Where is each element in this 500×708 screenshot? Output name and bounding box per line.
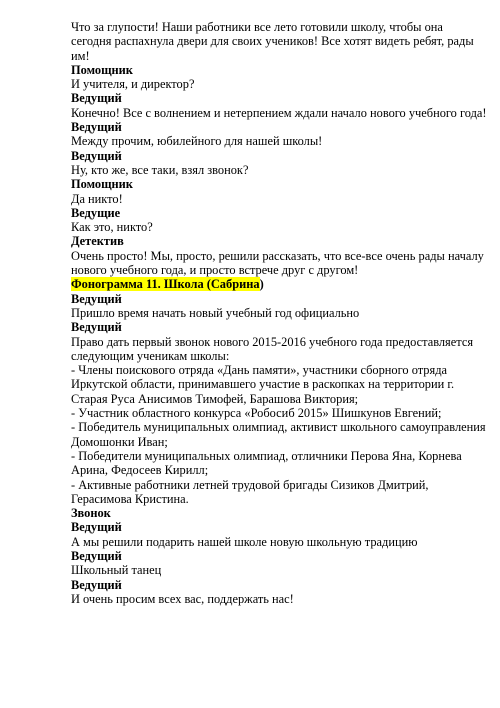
- text-line: Да никто!: [71, 191, 123, 206]
- speaker-label: Ведущие: [71, 205, 121, 220]
- dialogue-text: [71, 77, 476, 91]
- script-text: [71, 20, 487, 606]
- text-line: следующим ученикам школы:: [71, 348, 230, 363]
- speaker-label: Ведущий: [71, 148, 122, 163]
- speaker-label: Ведущий: [71, 520, 122, 535]
- text-line: А мы решили подарить нашей школе новую школьную традицию: [71, 534, 418, 549]
- dialogue-text: [71, 306, 476, 320]
- phonogram-cue-suffix: ): [259, 277, 264, 292]
- dialogue-text: [71, 20, 476, 63]
- text-line: Старая Руса Анисимов Тимофей, Барашова Виктория;: [71, 391, 359, 406]
- speaker-label: Ведущий: [71, 320, 122, 335]
- text-line: И очень просим всех вас, поддержать нас!: [71, 591, 294, 606]
- text-line: - Члены поискового отряда «Дань памяти», участники сборного отряда: [71, 363, 447, 378]
- dialogue-text: [71, 248, 484, 278]
- text-line: Право дать первый звонок нового 2015-2016 учебного года предоставляется: [71, 334, 474, 349]
- phonogram-cue-highlighted: Фонограмма 11. Школа (Сабрина: [71, 277, 260, 292]
- text-line: Пришло время начать новый учебный год официально: [71, 305, 360, 320]
- text-line: Как это, никто?: [71, 220, 153, 235]
- text-line: Конечно! Все с волнением и нетерпением ждали начало нового учебного года!: [71, 105, 487, 120]
- speaker-label: Ведущий: [71, 548, 122, 563]
- dialogue-text: [71, 535, 476, 549]
- dialogue-text: [71, 163, 476, 177]
- text-line: Домошонки Иван;: [71, 434, 168, 449]
- text-line: И учителя, и директор?: [71, 77, 195, 92]
- dialogue-text: [71, 134, 476, 148]
- phonogram-cue: [71, 277, 476, 291]
- text-line: Между прочим, юбилейного для нашей школы!: [71, 134, 323, 149]
- text-line: Очень просто! Мы, просто, решили рассказать, что все-все очень рады началу: [71, 248, 484, 263]
- speaker-label: Ведущий: [71, 91, 122, 106]
- text-line: Герасимова Кристина.: [71, 491, 189, 506]
- dialogue-text: [71, 192, 476, 206]
- text-line: сегодня распахнула двери для своих учеников! Все хотят видеть ребят, рады: [71, 34, 474, 49]
- text-line: - Активные работники летней трудовой бригады Сизиков Дмитрий,: [71, 477, 429, 492]
- speaker-label: Ведущий: [71, 291, 122, 306]
- speaker-label: Звонок: [71, 506, 111, 521]
- text-line: Что за глупости! Наши работники все лето готовили школу, чтобы она: [71, 20, 443, 34]
- dialogue-text: [71, 592, 476, 606]
- speaker-label: Ведущий: [71, 120, 122, 135]
- dialogue-text: [71, 105, 487, 120]
- speaker-label: Детектив: [71, 234, 124, 249]
- text-line: нового учебного года, и просто встрече друг с другом!: [71, 263, 359, 278]
- text-line: Ну, кто же, все таки, взял звонок?: [71, 162, 249, 177]
- speaker-label: Ведущий: [71, 577, 122, 592]
- speaker-label: Помощник: [71, 62, 133, 77]
- text-line: - Участник областного конкурса «Робосиб 2015» Шишкунов Евгений;: [71, 406, 442, 421]
- dialogue-text: [71, 563, 476, 577]
- text-line: Иркутской области, принимавшего участие в раскопках на территории г.: [71, 377, 455, 392]
- text-line: - Победители муниципальных олимпиад, отличники Перова Яна, Корнева: [71, 448, 462, 463]
- dialogue-text: [71, 334, 486, 507]
- text-line: им!: [71, 48, 90, 63]
- dialogue-text: [71, 220, 476, 234]
- text-line: - Победитель муниципальных олимпиад, активист школьного самоуправления: [71, 420, 486, 435]
- text-line: Арина, Федосеев Кирилл;: [71, 463, 209, 478]
- speaker-label: Помощник: [71, 177, 133, 192]
- text-line: Школьный танец: [71, 563, 162, 578]
